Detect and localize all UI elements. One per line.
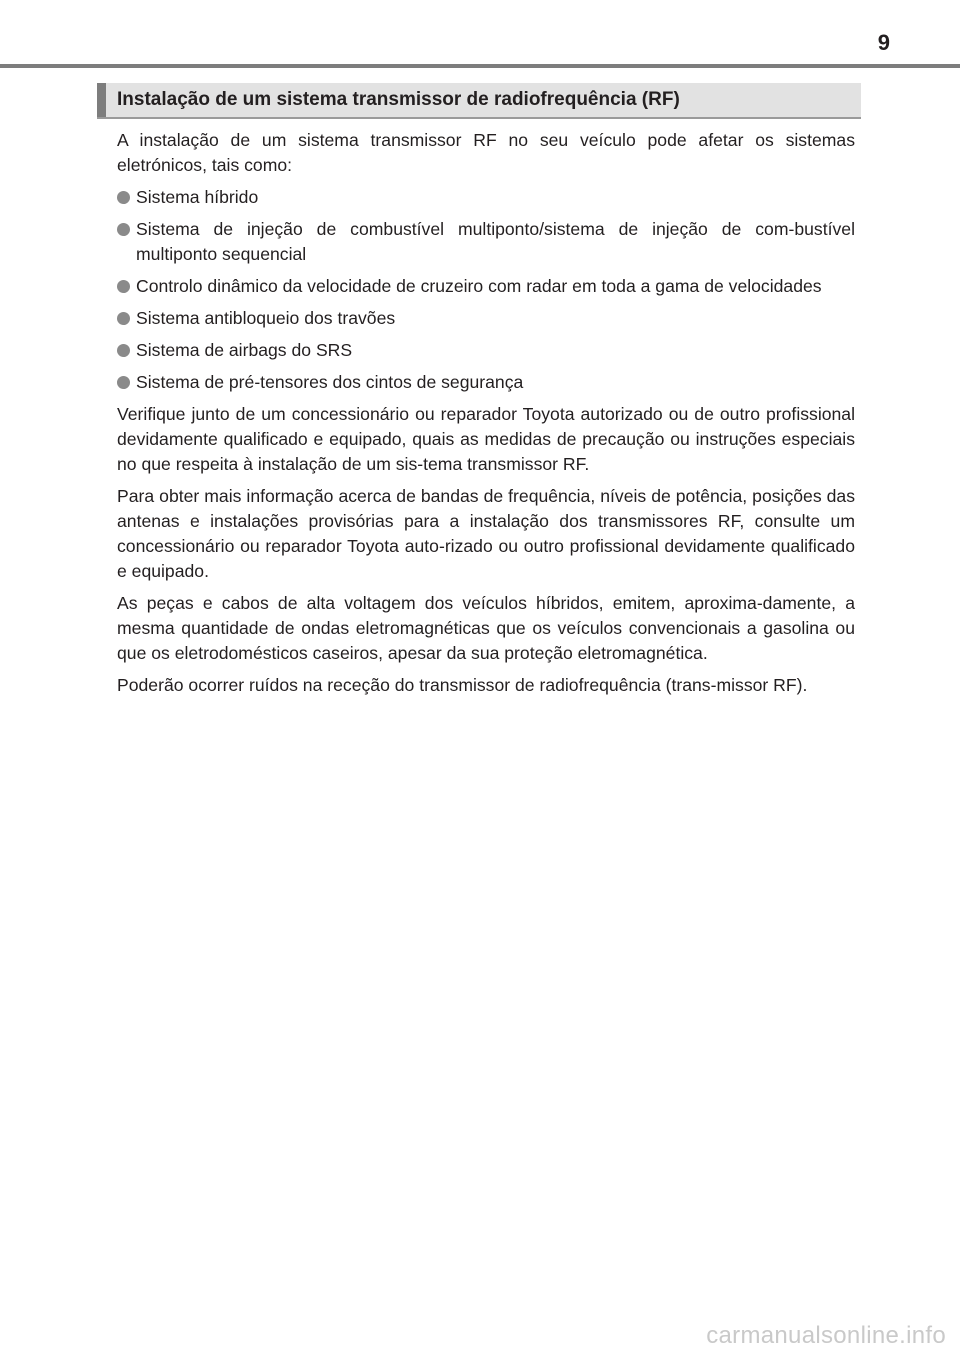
bullet-icon — [117, 376, 130, 389]
bullet-icon — [117, 191, 130, 204]
frequency-info-paragraph: Para obter mais informação acerca de bandas de frequência, níveis de potência, posições das antenas e instalações provisórias para a instalação dos transmissores RF, consulte um concessionário ou reparador Toyota auto-rizado ou outro profissional devidamente qualificado e equipado. — [117, 486, 855, 581]
content-body — [117, 128, 855, 705]
list-item-text: Controlo dinâmico da velocidade de cruzeiro com radar em toda a gama de velocidades — [136, 276, 822, 296]
list-item-text: Sistema híbrido — [136, 187, 259, 207]
list-item — [117, 306, 855, 331]
list-item-text: Sistema de injeção de combustível multiponto/sistema de injeção de com-bustível multiponto sequencial — [136, 219, 855, 264]
list-item — [117, 338, 855, 363]
dealer-advice-paragraph: Verifique junto de um concessionário ou reparador Toyota autorizado ou de outro profissional devidamente qualificado e equipado, quais as medidas de precaução ou instruções especiais no que respeita à instalação de um sis-tema transmissor RF. — [117, 404, 855, 474]
list-item — [117, 274, 855, 299]
section-title: Instalação de um sistema transmissor de radiofrequência (RF) — [117, 89, 680, 110]
list-item — [117, 185, 855, 210]
list-item — [117, 370, 855, 395]
section-header — [97, 83, 861, 119]
emissions-paragraph: As peças e cabos de alta voltagem dos veículos híbridos, emitem, aproxima-damente, a mesma quantidade de ondas eletromagnéticas que os veículos convencionais a gasolina ou que os eletrodomésticos caseiros, apesar da sua proteção eletromagnética. — [117, 593, 855, 663]
list-item-text: Sistema antibloqueio dos travões — [136, 308, 396, 328]
affected-systems-list — [117, 185, 855, 395]
watermark-text: carmanualsonline.info — [706, 1322, 946, 1349]
intro-paragraph: A instalação de um sistema transmissor RF no seu veículo pode afetar os sistemas eletrónicos, tais como: — [117, 130, 855, 175]
bullet-icon — [117, 312, 130, 325]
list-item — [117, 217, 855, 267]
section-header-accent-bar — [97, 83, 106, 117]
bullet-icon — [117, 223, 130, 236]
noise-paragraph: Poderão ocorrer ruídos na receção do transmissor de radiofrequência (trans-missor RF). — [117, 675, 808, 695]
bullet-icon — [117, 280, 130, 293]
bullet-icon — [117, 344, 130, 357]
list-item-text: Sistema de pré-tensores dos cintos de segurança — [136, 372, 524, 392]
header-rule — [0, 64, 960, 68]
page-number: 9 — [877, 30, 890, 55]
list-item-text: Sistema de airbags do SRS — [136, 340, 353, 360]
